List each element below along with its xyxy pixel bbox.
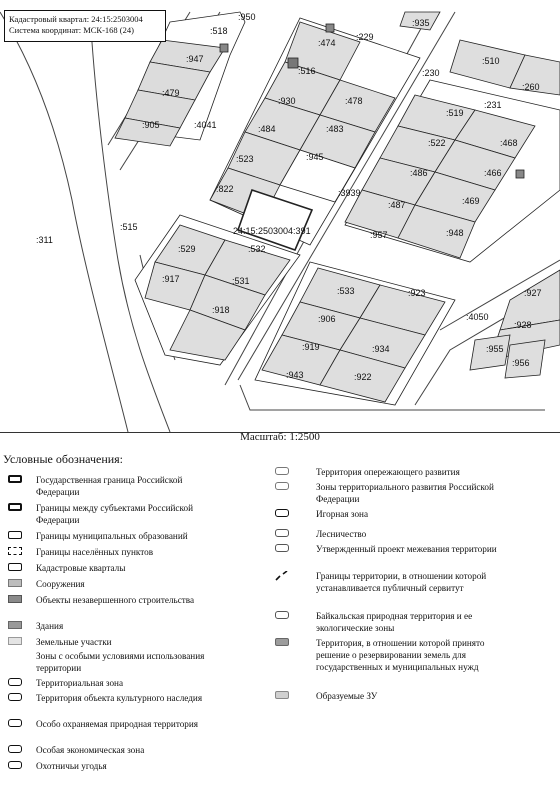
- parcel-label: :934: [372, 344, 390, 354]
- legend-label: Территория объекта культурного наследия: [36, 693, 203, 703]
- parcel-label: :519: [446, 108, 464, 118]
- parcel-label: :917: [162, 274, 180, 284]
- legend-label: Границы территории, в отношении которой устанавливается публичный сервитут: [316, 571, 487, 593]
- legend-symbol: [8, 579, 22, 587]
- parcel-label: :955: [486, 344, 504, 354]
- building: [220, 44, 228, 52]
- parcel-label: :474: [318, 38, 336, 48]
- legend-label: Зоны с особыми условиями использования территории: [36, 651, 205, 673]
- parcel-label: :523: [236, 154, 254, 164]
- parcel-label: :918: [212, 305, 230, 315]
- parcel-label: :229: [356, 32, 374, 42]
- building: [288, 58, 298, 68]
- map-header-box: [4, 10, 166, 42]
- legend-symbol: [8, 678, 22, 686]
- legend-symbol: [275, 467, 289, 475]
- legend-symbol: [8, 475, 22, 483]
- parcel-label: :230: [422, 68, 440, 78]
- legend-label: Утвержденный проект межевания территории: [316, 544, 497, 554]
- building: [326, 24, 334, 32]
- legend-symbol: [275, 611, 289, 619]
- parcel-label: :928: [514, 320, 532, 330]
- parcel-label: :947: [186, 54, 204, 64]
- legend-symbol: [8, 761, 22, 769]
- parcel-label: :510: [482, 56, 500, 66]
- parcel-label: :927: [524, 288, 542, 298]
- legend-label: Объекты незавершенного строительства: [36, 595, 195, 605]
- legend-symbol: [275, 638, 289, 646]
- legend-symbol: [8, 595, 22, 603]
- parcel-label: :4041: [194, 120, 217, 130]
- legend-symbol: [8, 693, 22, 701]
- legend-label: Здания: [36, 621, 64, 631]
- parcel-label: :468: [500, 138, 518, 148]
- parcel-label: :3939: [338, 188, 361, 198]
- parcel-label: :469: [462, 196, 480, 206]
- legend-label: Охотничьи угодья: [36, 761, 107, 771]
- legend-title: Условные обозначения:: [3, 452, 124, 466]
- parcel-label: :483: [326, 124, 344, 134]
- parcel-label: :532: [248, 244, 266, 254]
- parcel-label: :533: [337, 286, 355, 296]
- parcel-label: :518: [210, 26, 228, 36]
- parcel-label: :478: [345, 96, 363, 106]
- parcel-label: :943: [286, 370, 304, 380]
- parcel-label: :531: [232, 276, 250, 286]
- parcel-label: :957: [370, 230, 388, 240]
- building: [516, 170, 524, 178]
- parcel-label: :311: [36, 235, 53, 245]
- legend-symbol: [8, 745, 22, 753]
- parcel-label: :522: [428, 138, 446, 148]
- parcel-label: :4050: [466, 312, 489, 322]
- legend-label: Государственная граница Российской Федерации: [36, 475, 183, 497]
- parcel-label: :923: [408, 288, 426, 298]
- legend-label: Земельные участки: [36, 637, 112, 647]
- parcel-label: :956: [512, 358, 530, 368]
- legend-label: Границы населённых пунктов: [36, 547, 154, 557]
- parcel-label: :529: [178, 244, 196, 254]
- legend-label: Кадастровые кварталы: [36, 563, 126, 573]
- parcel-label: :484: [258, 124, 276, 134]
- road-edge: [0, 12, 128, 432]
- legend-label: Образуемые ЗУ: [316, 691, 378, 701]
- legend-label: Границы между субъектами Российской Федерации: [36, 503, 193, 525]
- parcel-label: :486: [410, 168, 428, 178]
- legend-symbol: [8, 651, 22, 659]
- legend-symbol: [8, 563, 22, 571]
- parcel-label: :945: [306, 152, 324, 162]
- scale-label: Масштаб: 1:2500: [240, 431, 320, 443]
- legend-symbol: [8, 719, 22, 727]
- parcel-label: :948: [446, 228, 464, 238]
- parcel-label: :950: [238, 12, 256, 22]
- parcel-label: :935: [412, 18, 430, 28]
- parcel-label: :231: [484, 100, 502, 110]
- parcel-label: :260: [522, 82, 540, 92]
- parcel-label: :466: [484, 168, 502, 178]
- legend-symbol: [8, 637, 22, 645]
- parcel-label: :515: [120, 222, 138, 232]
- legend-label: Особо охраняемая природная территория: [36, 719, 199, 729]
- parcel-label: :919: [302, 342, 320, 352]
- parcel-label-selected: 24:15:2503004:391: [233, 226, 311, 236]
- legend-label: Территория опережающего развития: [316, 467, 460, 477]
- legend-symbol: [275, 482, 289, 490]
- parcel-label: :487: [388, 200, 406, 210]
- legend-label: Особая экономическая зона: [36, 745, 145, 755]
- cadastral-quarter-label: Кадастровый квартал: 24:15:2503004: [9, 14, 143, 24]
- servitude-dash-icon: [275, 571, 289, 581]
- legend-symbol: [275, 509, 289, 517]
- legend-symbol: [275, 544, 289, 552]
- legend-label: Лесничество: [316, 529, 367, 539]
- legend-label: Территориальная зона: [36, 678, 124, 688]
- legend-symbol: [8, 503, 22, 511]
- legend-label: Игорная зона: [316, 509, 369, 519]
- parcel-label: :906: [318, 314, 336, 324]
- parcel-label: :922: [354, 372, 372, 382]
- legend-symbol: [8, 531, 22, 539]
- legend-symbol: [275, 691, 289, 699]
- legend-symbol: [275, 529, 289, 537]
- parcel-label: :905: [142, 120, 160, 130]
- legend-label: Сооружения: [36, 579, 85, 589]
- legend-symbol: [275, 571, 289, 579]
- parcel-label: :516: [298, 66, 316, 76]
- parcel-label: :930: [278, 96, 296, 106]
- parcel-label: :822: [216, 184, 234, 194]
- coordinate-system-label: Система координат: МСК-168 (24): [9, 25, 134, 35]
- legend-label: Границы муниципальных образований: [36, 531, 188, 541]
- legend-label: Зоны территориального развития Российской Федерации: [316, 482, 494, 504]
- parcel-label: :479: [162, 88, 180, 98]
- legend-symbol: [8, 547, 22, 555]
- legend-label: Байкальская природная территория и ее экологические зоны: [316, 611, 473, 633]
- legend-label: Территория, в отношении которой принято решение о резервировании земель для государственных и муниципальных нужд: [316, 638, 485, 672]
- legend-symbol: [8, 621, 22, 629]
